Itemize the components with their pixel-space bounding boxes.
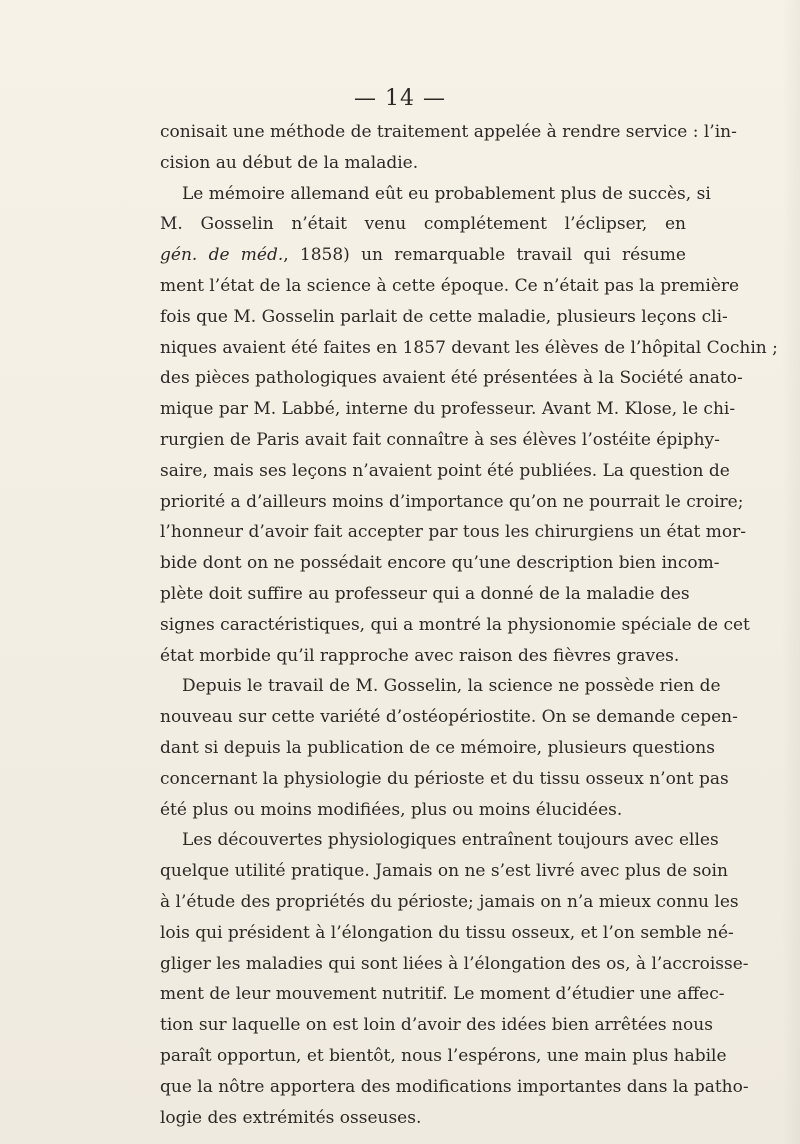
page-number: — 14 — [354,86,446,111]
text-line: nouveau sur cette variété d’ostéopériostite. On se demande cepen- [160,707,738,728]
text-line: rurgien de Paris avait fait connaître à ses élèves l’ostéite épiphy- [160,429,720,450]
page-edge-shadow [782,0,800,1144]
text-line: paraît opportun, et bientôt, nous l’espérons, une main plus habile [160,1045,727,1066]
text-line: plète doit suffire au professeur qui a donné de la maladie des [160,583,690,604]
text-line: ment l’état de la science à cette époque. Ce n’était pas la première [160,275,740,296]
text-line: à l’étude des propriétés du périoste; jamais on n’a mieux connu les [160,891,739,912]
text-line: quelque utilité pratique. Jamais on ne s’est livré avec plus de soin [160,861,728,882]
body-text [160,117,778,1133]
text-line: Le mémoire allemand eût eu probablement plus de succès, si [182,183,711,204]
text-line: état morbide qu’il rapproche avec raison des fièvres graves. [160,645,680,666]
text-line: concernant la physiologie du périoste et du tissu osseux n’ont pas [160,768,729,789]
text-line: mique par M. Labbé, interne du professeur. Avant M. Klose, le chi- [160,399,736,420]
text-line: été plus ou moins modifiées, plus ou moins élucidées. [160,799,623,820]
text-line: lois qui président à l’élongation du tissu osseux, et l’on semble né- [160,922,734,943]
text-line: logie des extrémités osseuses. [160,1107,422,1128]
text-fragment: , 1858) un remarquable travail qui résume [283,245,686,266]
text-line: Depuis le travail de M. Gosselin, la science ne possède rien de [182,676,721,697]
text-line: des pièces pathologiques avaient été présentées à la Société anato- [160,368,743,389]
italic-citation: gén. de méd. [160,245,284,266]
text-line: fois que M. Gosselin parlait de cette maladie, plusieurs leçons cli- [160,306,728,327]
text-line: conisait une méthode de traitement appelée à rendre service : l’in- [160,122,737,142]
text-line: l’honneur d’avoir fait accepter par tous les chirurgiens un état mor- [160,522,747,543]
text-line: niques avaient été faites en 1857 devant les élèves de l’hôpital Cochin ; [160,337,778,358]
text-line: bide dont on ne possédait encore qu’une description bien incom- [160,553,720,574]
text-line: ment de leur mouvement nutritif. Le moment d’étudier une affec- [160,984,725,1005]
text-line: priorité a d’ailleurs moins d’importance qu’on ne pourrait le croire; [160,491,744,512]
text-line: tion sur laquelle on est loin d’avoir des idées bien arrêtées nous [160,1015,713,1036]
text-line [160,209,686,240]
text-line: cision au début de la maladie. [160,152,419,173]
text-line: gliger les maladies qui sont liées à l’élongation des os, à l’accroisse- [160,953,749,974]
text-line: dant si depuis la publication de ce mémoire, plusieurs questions [160,737,715,758]
text-line: que la nôtre apportera des modifications importantes dans la patho- [160,1076,749,1097]
text-line: signes caractéristiques, qui a montré la physionomie spéciale de cet [160,614,750,635]
text-line: Les découvertes physiologiques entraînent toujours avec elles [182,830,719,851]
text-line [160,240,686,271]
text-fragment: M. Gosselin n’était venu complétement l’éclipser, en [160,214,686,235]
text-line: saire, mais ses leçons n’avaient point été publiées. La question de [160,460,730,481]
